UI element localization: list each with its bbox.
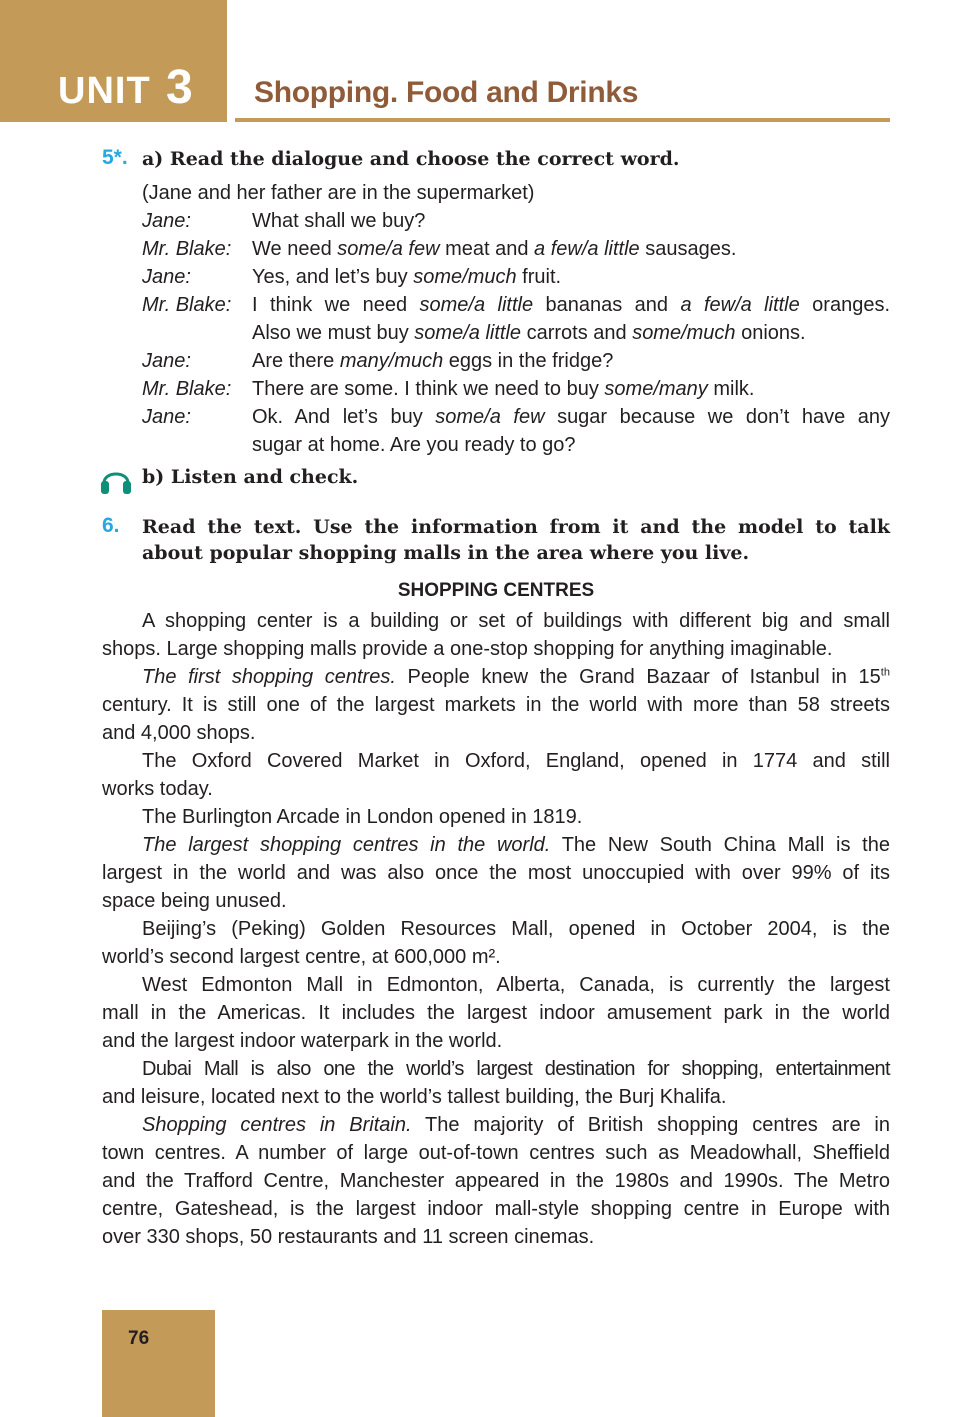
paragraph: The Oxford Covered Market in Oxford, England, opened in 1774 and still works today.: [102, 750, 890, 800]
dialogue-speaker: Jane:: [142, 266, 191, 288]
dialogue-speaker: Jane:: [142, 210, 191, 232]
paragraph: The largest shopping centres in the world. The New South China Mall is the largest in the world and was also once the most unoccupied with over 99% of its space being unused.: [102, 834, 890, 912]
dialogue-speaker: Jane:: [142, 350, 191, 372]
unit-label: UNIT: [58, 70, 151, 112]
dialogue-line: Yes, and let’s buy some/much fruit.: [252, 266, 562, 288]
dialogue-speaker: Mr. Blake:: [142, 238, 232, 260]
text-heading: SHOPPING CENTRES: [397, 580, 595, 601]
dialogue-intro: (Jane and her father are in the supermarket): [142, 182, 535, 204]
paragraph: The first shopping centres. People knew the Grand Bazaar of Istanbul in 15th century. It is still one of the largest markets in the world with more than 58 streets and 4,000 shops.: [102, 666, 890, 744]
unit-number: 3: [166, 61, 193, 114]
dialogue-line: Ok. And let’s buy some/a few sugar because we don’t have any: [252, 406, 890, 428]
exercise-5b-task: b) Listen and check.: [142, 466, 359, 488]
title-divider: [235, 118, 890, 122]
dialogue-line: Also we must buy some/a little carrots and some/much onions.: [252, 322, 806, 344]
dialogue-speaker: Jane:: [142, 406, 191, 428]
dialogue-line: We need some/a few meat and a few/a little sausages.: [252, 238, 737, 260]
exercise-6-task-line: about popular shopping malls in the area where you live.: [142, 542, 750, 564]
exercise-6-task-line: Read the text. Use the information from it and the model to talk: [142, 516, 890, 538]
page-title: Shopping. Food and Drinks: [254, 76, 639, 109]
exercise-5a-task: a) Read the dialogue and choose the correct word.: [142, 148, 680, 170]
page-number: 76: [128, 1328, 150, 1349]
dialogue-line: There are some. I think we need to buy some/many milk.: [252, 378, 755, 400]
dialogue-line: What shall we buy?: [252, 210, 426, 232]
paragraph: Beijing’s (Peking) Golden Resources Mall, opened in October 2004, is the world’s second largest centre, at 600,000 m².: [102, 918, 890, 968]
paragraph: Dubai Mall is also one the world’s largest destination for shopping, entertainment and leisure, located next to the world’s tallest building, the Burj Khalifa.: [102, 1058, 890, 1108]
paragraph: A shopping center is a building or set of buildings with different big and small shops. Large shopping malls provide a one-stop shopping for anything imaginable.: [102, 610, 890, 660]
exercise-number-6: 6.: [102, 514, 120, 537]
dialogue-speaker: Mr. Blake:: [142, 294, 232, 316]
paragraph: The Burlington Arcade in London opened in 1819.: [142, 806, 583, 828]
dialogue-speaker: Mr. Blake:: [142, 378, 232, 400]
paragraph: Shopping centres in Britain. The majority of British shopping centres are in town centres. A number of large out-of-town centres such as Meadowhall, Sheffield and the Trafford Centre, Manchester appeared in the 1980s and 1990s. The Metro centre, Gateshead, is the largest indoor mall-style shopping centre in Europe with over 330 shops, 50 restaurants and 11 screen cinemas.: [102, 1114, 890, 1248]
page-number-box: [102, 1310, 215, 1417]
paragraph: West Edmonton Mall in Edmonton, Alberta, Canada, is currently the largest mall in the Americas. It includes the largest indoor amusement park in the world and the largest indoor waterpark in the world.: [102, 974, 890, 1052]
dialogue-line: Are there many/much eggs in the fridge?: [252, 350, 614, 372]
dialogue-line: sugar at home. Are you ready to go?: [252, 434, 576, 456]
headphones-icon: [100, 465, 132, 495]
dialogue-line: I think we need some/a little bananas and a few/a little oranges.: [252, 294, 891, 316]
exercise-number-5: 5*.: [102, 146, 128, 169]
